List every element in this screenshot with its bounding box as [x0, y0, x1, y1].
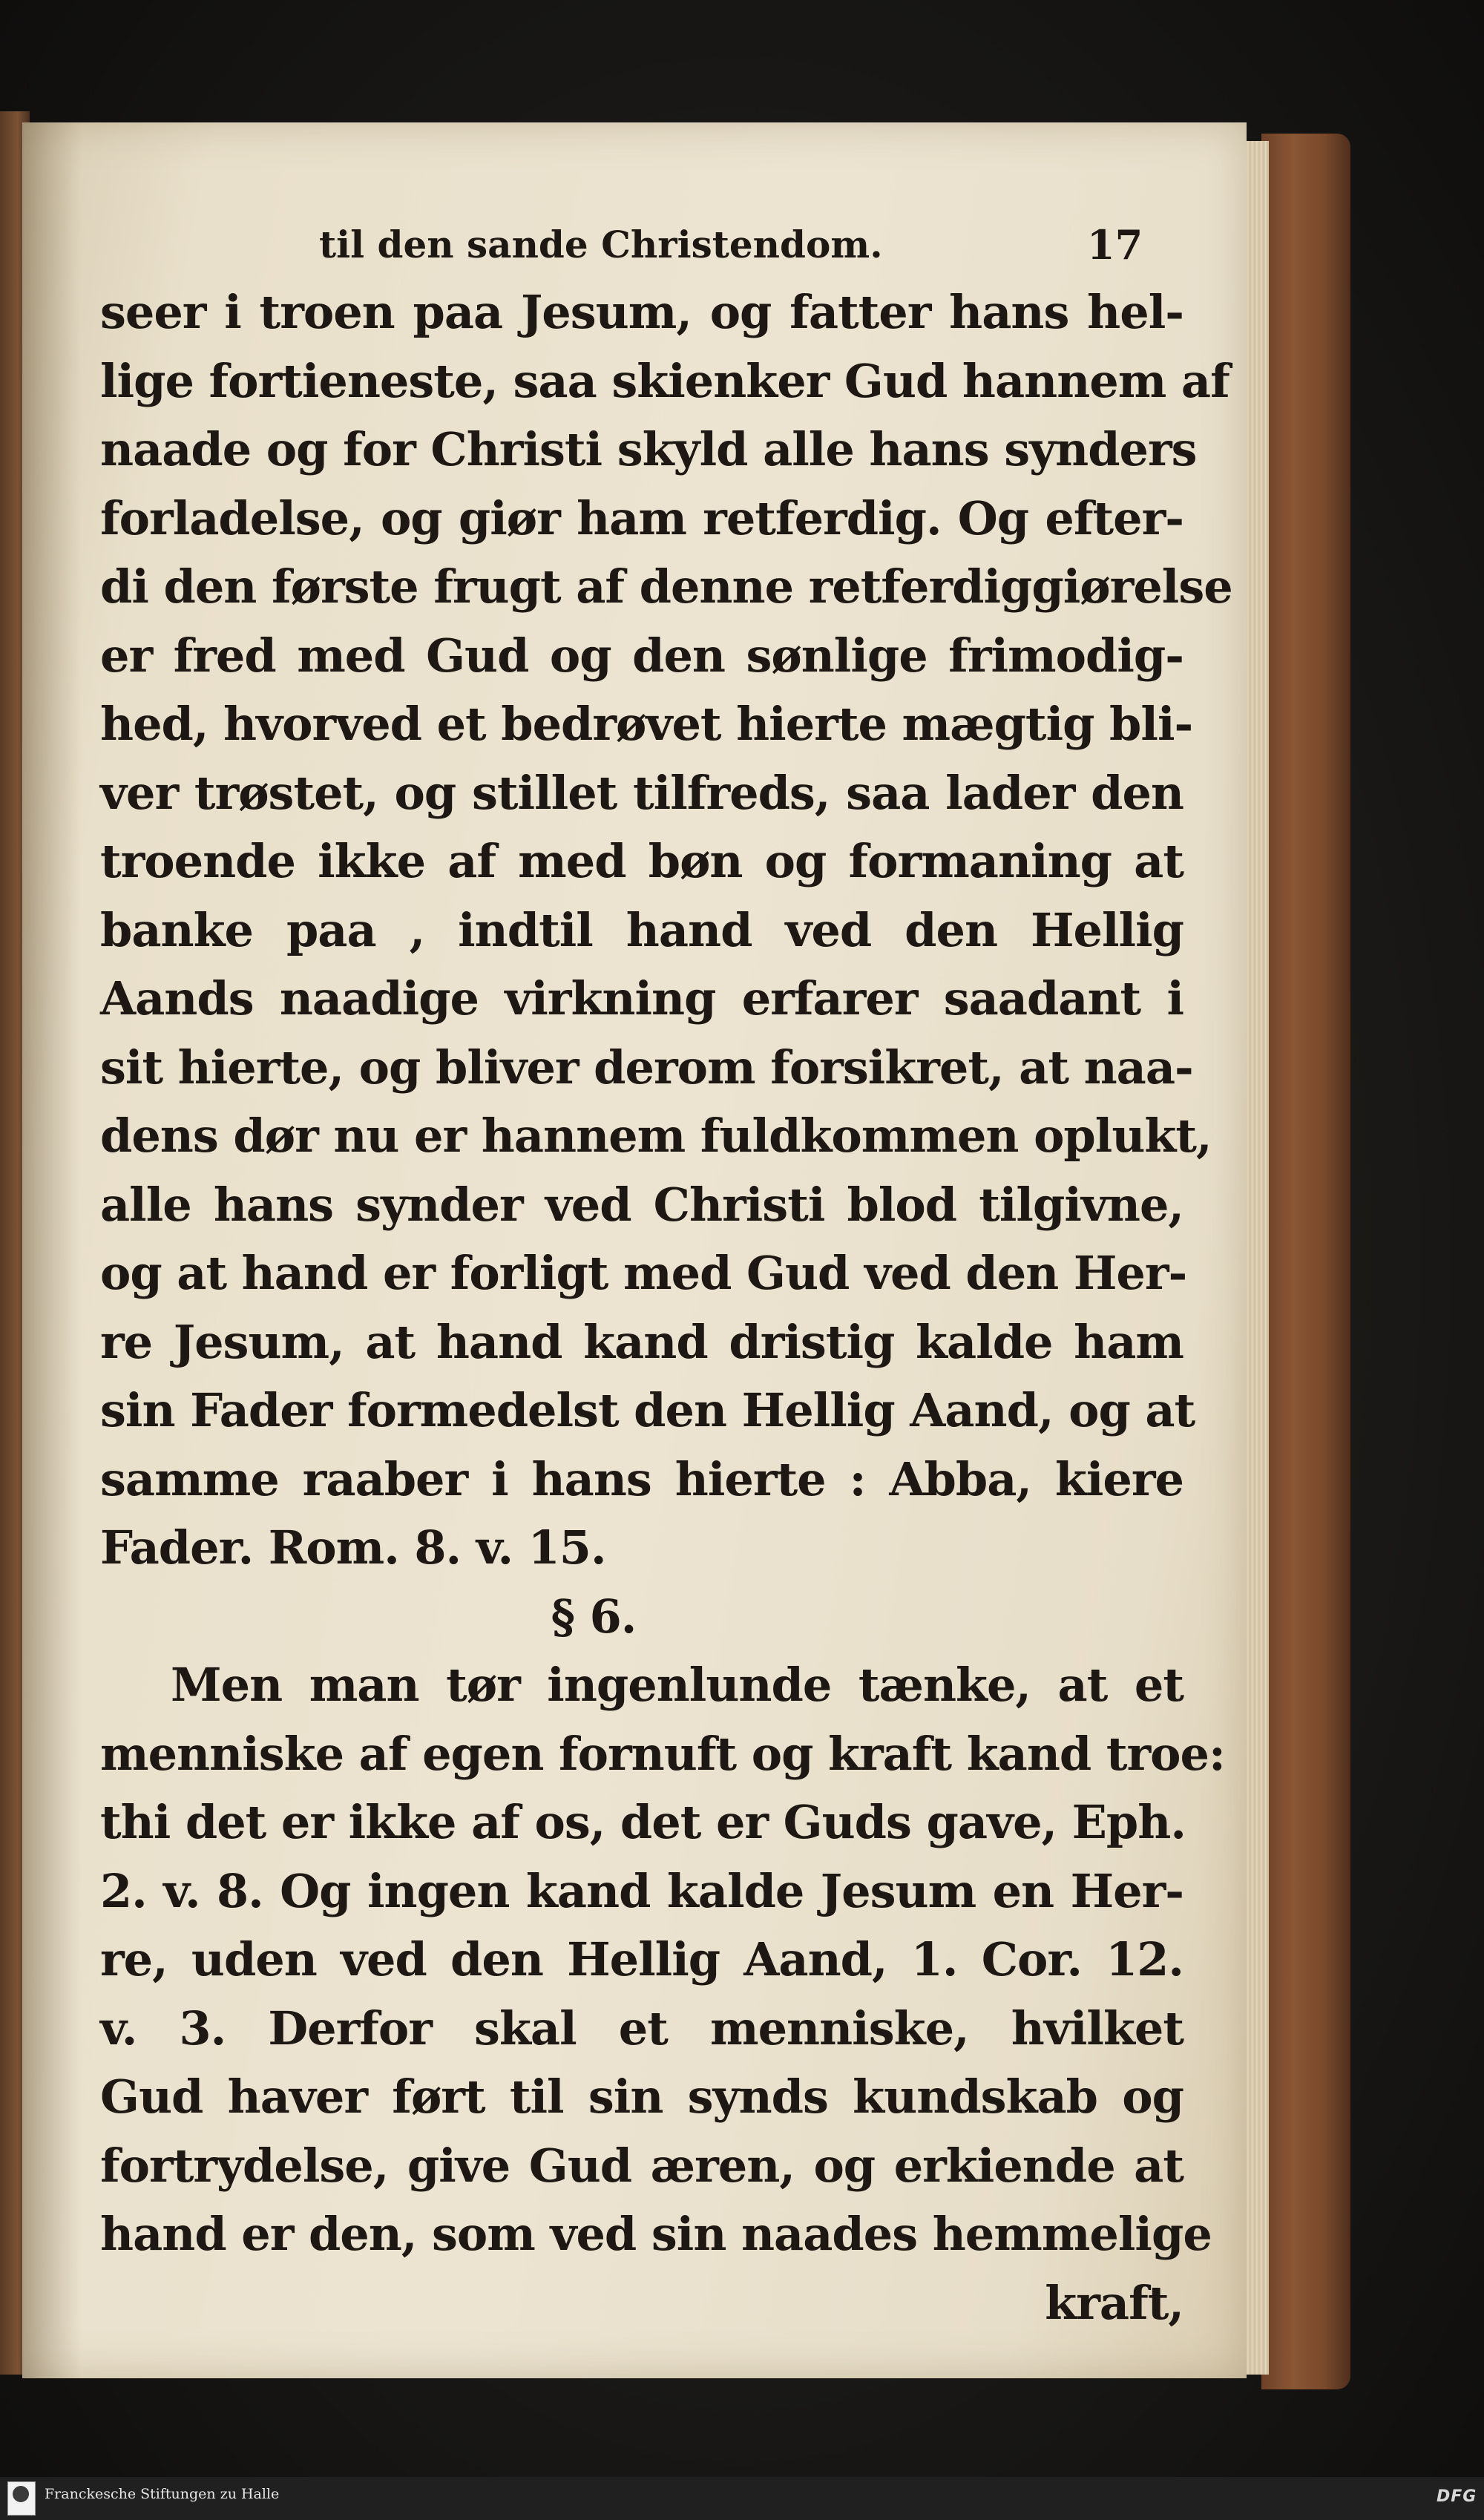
- text-line: v. 3. Derfor skal et menniske, hvilket: [100, 2001, 1183, 2055]
- section-heading: § 6.: [551, 1589, 637, 1644]
- text-line: re, uden ved den Hellig Aand, 1. Cor. 12.: [100, 1932, 1183, 1986]
- body-text: [100, 278, 1232, 2337]
- text-line: ver trøstet, og stillet tilfreds, saa lader den: [100, 765, 1183, 820]
- text-line: Men man tør ingenlunde tænke, at et: [171, 1658, 1183, 1712]
- text-line: fortrydelse, give Gud æren, og erkiende at: [100, 2138, 1183, 2193]
- text-line: Fader. Rom. 8. v. 15.: [100, 1520, 606, 1575]
- text-line: og at hand er forligt med Gud ved den Her-: [100, 1246, 1187, 1300]
- dfg-logo: DFG: [1437, 2487, 1477, 2506]
- text-line: sit hierte, og bliver derom forsikret, at naa-: [100, 1040, 1193, 1095]
- running-head-title: til den sande Christendom.: [319, 223, 883, 266]
- institution-logo-mark-icon: [13, 2486, 29, 2502]
- text-line: er fred med Gud og den sønlige frimodig-: [100, 628, 1183, 683]
- text-line: hed, hvorved et bedrøvet hierte mægtig bli-: [100, 697, 1193, 751]
- text-line: Gud haver ført til sin synds kundskab og: [100, 2070, 1183, 2124]
- text-line: sin Fader formedelst den Hellig Aand, og at: [100, 1383, 1195, 1437]
- text-line: re Jesum, at hand kand dristig kalde ham: [100, 1314, 1183, 1369]
- gutter-shadow: [22, 122, 82, 2378]
- text-line: thi det er ikke af os, det er Guds gave, Eph.: [100, 1795, 1186, 1849]
- book-cover-spine: [1261, 134, 1350, 2389]
- text-line: Aands naadige virkning erfarer saadant i: [100, 971, 1183, 1026]
- text-line: di den første frugt af denne retferdiggiørelse: [100, 560, 1232, 614]
- catchword: kraft,: [1045, 2275, 1183, 2330]
- text-line: samme raaber i hans hierte : Abba, kiere: [100, 1451, 1183, 1506]
- institution-credit: Franckesche Stiftungen zu Halle: [45, 2486, 280, 2502]
- text-line: naade og for Christi skyld alle hans synders: [100, 422, 1197, 476]
- text-line: dens dør nu er hannem fuldkommen oplukt,: [100, 1109, 1212, 1163]
- text-line: troende ikke af med bøn og formaning at: [100, 834, 1183, 888]
- text-line: 2. v. 8. Og ingen kand kalde Jesum en Her-: [100, 1863, 1183, 1918]
- text-line: lige fortieneste, saa skienker Gud hannem af: [100, 353, 1229, 408]
- text-line: alle hans synder ved Christi blod tilgivne,: [100, 1177, 1183, 1232]
- text-line: menniske af egen fornuft og kraft kand troe:: [100, 1726, 1225, 1781]
- text-line: seer i troen paa Jesum, og fatter hans hel-: [100, 285, 1183, 339]
- page-number: 17: [1087, 221, 1143, 269]
- text-line: hand er den, som ved sin naades hemmelige: [100, 2207, 1212, 2261]
- text-line: banke paa , indtil hand ved den Hellig: [100, 902, 1183, 957]
- text-line: forladelse, og giør ham retferdig. Og efter-: [100, 490, 1183, 545]
